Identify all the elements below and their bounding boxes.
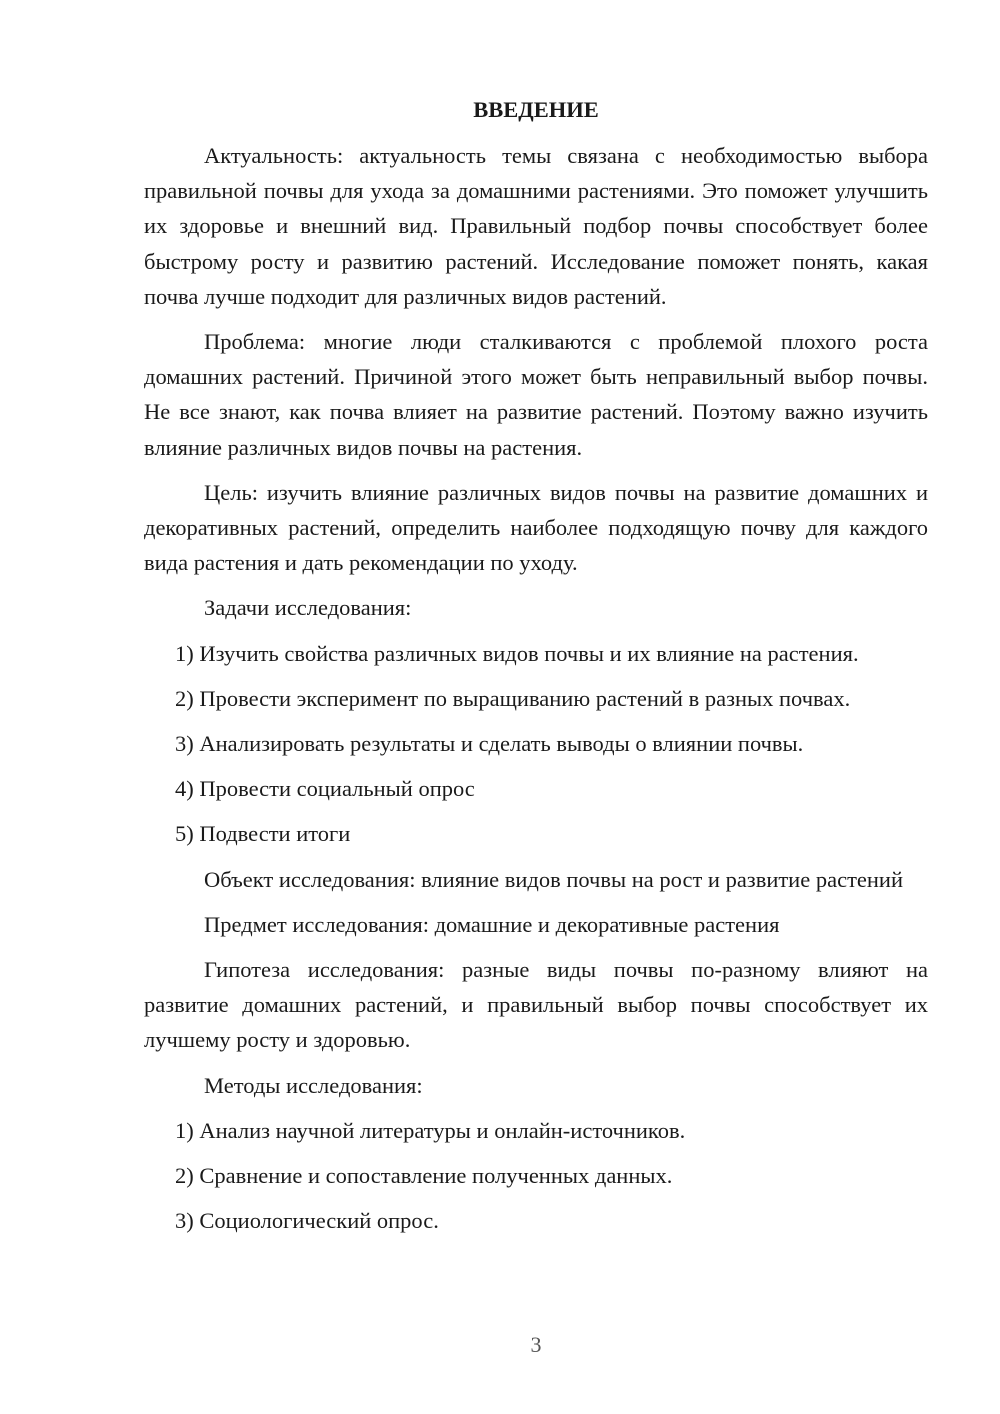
list-item: 3) Социологический опрос. [175,1208,439,1234]
list-item: 1) Анализ научной литературы и онлайн-источников. [175,1117,686,1143]
page-title: ВВЕДЕНИЕ [473,97,599,122]
object-paragraph: Объект исследования: влияние видов почвы на рост и развитие растений [204,866,904,892]
list-item: 4) Провести социальный опрос [175,776,475,802]
page-number: 3 [530,1332,542,1357]
problem-paragraph: Проблема: многие люди сталкиваются с проблемой плохого роста домашних растений. Причиной этого может быть неправильный выбор почвы. Не все знают, как почва влияет на развитие растений. Поэтому важно изучить влияние различных видов почвы на растения. [144,329,928,460]
list-item: 5) Подвести итоги [175,821,351,847]
tasks-heading: Задачи исследования: [204,595,412,621]
methods-heading: Методы исследования: [204,1072,423,1098]
list-item: 2) Сравнение и сопоставление полученных данных. [175,1163,673,1189]
subject-paragraph: Предмет исследования: домашние и декоративные растения [204,911,780,937]
goal-paragraph: Цель: изучить влияние различных видов почвы на развитие домашних и декоративных растений, определить наиболее подходящую почву для каждого вида растения и дать рекомендации по уходу. [144,479,928,576]
list-item: 3) Анализировать результаты и сделать выводы о влиянии почвы. [175,731,804,757]
hypothesis-paragraph: Гипотеза исследования: разные виды почвы по-разному влияют на развитие домашних растений, и правильный выбор почвы способствует их лучшему росту и здоровью. [144,957,928,1053]
list-item: 1) Изучить свойства различных видов почвы и их влияние на растения. [175,640,859,666]
page-content [144,92,928,1248]
methods-list [144,1113,928,1239]
list-item: 2) Провести эксперимент по выращиванию растений в разных почвах. [175,685,851,711]
relevance-paragraph: Актуальность: актуальность темы связана с необходимостью выбора правильной почвы для ухода за домашними растениями. Это поможет улучшить их здоровье и внешний вид. Правильный подбор почвы способствует более быстрому росту и развитию растений. Исследование поможет понять, какая почва лучше подходит для различных видов растений. [144,143,928,309]
tasks-list [144,636,928,852]
